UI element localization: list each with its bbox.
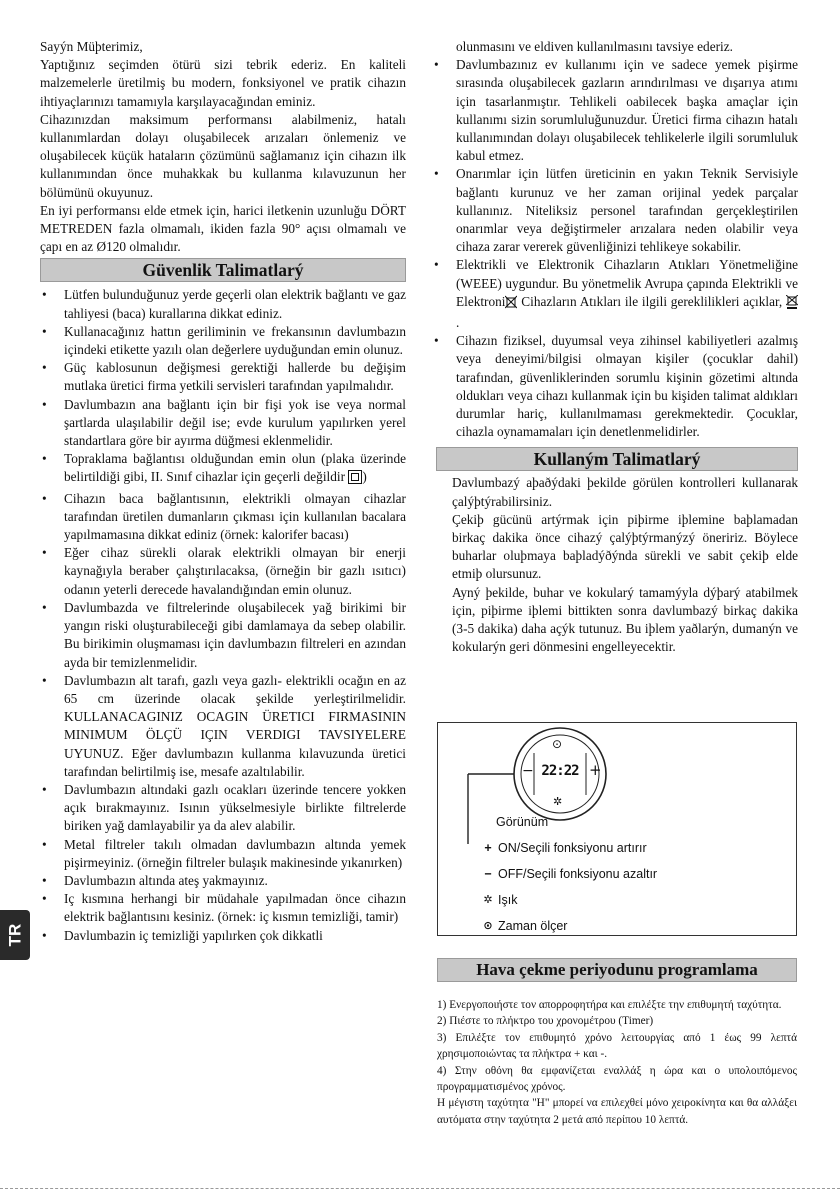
weee-text-2: Cihazların Atıkları ile ilgili gereklilikleri açıklar, xyxy=(517,293,783,309)
language-tab-label: TR xyxy=(4,923,24,947)
grounding-text: Topraklama bağlantısı olduğundan emin olun (plaka üzerinde belirtildiği gibi, II. Sınıf cihazlar için geçerli değildir xyxy=(64,451,406,485)
salutation: Sayýn Müþterimiz, xyxy=(40,39,143,54)
plus-icon: + xyxy=(484,841,492,855)
list-item xyxy=(40,450,406,489)
performance-paragraph: Cihazınızdan maksimum performansı alabilmeniz, hatalı kullanımlardan dolayı oluşabilecek arızaları önlemeniz ve oluşabilecek küçük hataların çözümünü sağlamanız için cihazın ilk kullanımından önce muhakkak bu kullanma kılavuzunun her bölümünü okuyunuz. xyxy=(40,111,406,200)
right-column xyxy=(432,38,798,657)
list-item: • Davlumbazın altında ateş yakmayınız. xyxy=(40,872,406,890)
legend-row-minus xyxy=(480,861,780,887)
safety-heading: Güvenlik Talimatlarý xyxy=(40,258,406,282)
greek-note: Η μέγιστη ταχύτητα "H" μπορεί να επιλεχθεί μόνο χειροκίνητα και θα αλλάξει αυτόματα στην ταχύτητα 2 μετά από περίπου 10 λεπτά. xyxy=(437,1097,797,1126)
programming-heading: Hava çekme periyodunu programlama xyxy=(437,958,797,982)
greek-step-4: 4) Στην οθόνη θα εμφανίζεται εναλλάξ η ώρα και ο υπολοιπόμενος προγραμματισμένος χρόνος. xyxy=(437,1064,797,1094)
legend-label: Zaman ölçer xyxy=(498,919,568,933)
list-item: • Cihazın fiziksel, duyumsal veya zihinsel kabiliyetleri azalmış veya deneyimi/bilgisi olmayan kişiler (çocuklar dahil) tarafından, güvenliklerinden sorumlu kişinin gözetimi altında oldukları veya cihazı kullanmak için bu kişiden talimat aldıkları durumlar hariç, kullanılmaması gerekmektedir. Çocuklar, cihazla oynamamaları için denetlenmelidirler. xyxy=(432,332,798,441)
minus-button[interactable]: − xyxy=(522,763,534,779)
list-item: • Eğer cihaz sürekli olarak elektrikli olmayan bir enerji kaynağıyla beraber çalıştırılacaksa, (örneğin bir gazlı ısıtıcı) odanın yeterli derecede havalandığından emin olunuz. xyxy=(40,544,406,599)
list-item: • Güç kablosunun değişmesi gerektiği hallerde bu değişim mutlaka üretici firma yetkili servisleri tarafından yapılmalıdır. xyxy=(40,359,406,395)
plus-button[interactable]: + xyxy=(589,761,602,779)
list-item: • Davlumbazın altındaki gazlı ocakları üzerinde tencere yokken açık bırakmayınız. Isının yükselmesiyle birlikte filtrelerde biriken yağ damlayabilir ya da alev alabilir. xyxy=(40,781,406,836)
legend-label: Işık xyxy=(498,893,518,907)
list-item: • Davlumbazda ve filtrelerinde oluşabilecek yağ birikimi bir yangın riski oluşturabileceği gibi damlamaya da sebep olabilir. Bu birikimin oluşmaması için davlumbazın filtreleri en azından ayda bir temizlenmelidir. xyxy=(40,599,406,672)
timer-icon: ⊙ xyxy=(552,737,563,751)
usage-paragraph-2: Çekiþ gücünü artýrmak için piþirme iþlemine baþlamadan birkaç dakika önce cihazý çalýþtýrmanýzý öneririz. Böylece buharlar oluþmaya baþladýðýnda sürekli ve sabit çekiþ elde etmiþ olursunuz. xyxy=(452,511,798,582)
crossed-bin-icon-small xyxy=(786,295,798,314)
left-column xyxy=(40,38,406,945)
crossed-bin-icon xyxy=(505,295,517,314)
usage-heading: Kullaným Talimatlarý xyxy=(436,447,798,471)
weee-text-3: . xyxy=(456,315,460,331)
legend-label: Görünüm xyxy=(496,815,549,829)
list-item: • Davlumbazın ana bağlantı için bir fişi yok ise veya normal şartlarda ulaşılabilir değil ise; evde kurulum yapılırken yerel standartlara göre bir ayırma düğmesi eklenmelidir. xyxy=(40,396,406,451)
list-item: • Davlumbazın alt tarafı, gazlı veya gazlı- elektrikli ocağın en az 65 cm üzerinde olacak şekilde yerleştirilmelidir. KULLANACAGINIZ OCAGIN ÜRETICI FIRMASININ MINIMUM ÖLÇÜ IÇIN VERDIGI TAVSIYELERE UYUNUZ. Eğer davlumbazın kullanma kılavuzunda üretici tarafından belirtilmiş ise, mesafe azaltılabilir. xyxy=(40,672,406,781)
weee-text: Elektrikli ve Elektronik Cihazların Atıkları Yönetmeliğine (WEEE) uygundur. Bu yönetmelik Avrupa çapında Elektrikli ve Elektroni xyxy=(456,257,798,309)
safety-list xyxy=(40,286,406,944)
usage-paragraph-3: Ayný þekilde, buhar ve kokularý tamamýyla dýþarý atabilmek için, piþirme iþlemi bittikten sonra davlumbazý birkaç dakika (3-5 dakika) daha açýk tutunuz. Bu iþlem yaðlarýn, dumanýn ve kokularýn geri dönmesini engelleyecektir. xyxy=(452,584,798,655)
list-item: • Davlumbazınız ev kullanımı için ve sadece yemek pişirme sırasında oluşabilecek gazların arındırılması ve dışarıya atımı için tasarlanmıştır. Tehlikeli oabilecek başka amaçlar için kullanımı sizin sorumluluğunuzdur. Üretici firma cihazın hatalı kullanımından dolayı oluşabilecek tehlikelerle ilgili sorumluluk kabul etmez. xyxy=(432,56,798,165)
list-item: • Kullanacağınız hattın geriliminin ve frekansının davlumbazın içindeki etikette yazılı olan değerlere uyduğundan emin olunuz. xyxy=(40,323,406,359)
continuation-text: olunmasını ve eldiven kullanılmasını tavsiye ederiz. xyxy=(456,39,733,54)
safety-list-continued xyxy=(432,56,798,441)
list-item: • Cihazın baca bağlantısının, elektrikli olmayan cihazlar tarafından üretilen dumanların çıkması için kullanılan bacalara yapılmamasına dikkat ediniz (örnek: kalorifer bacası) xyxy=(40,490,406,545)
greek-step-3: 3) Επιλέξτε τον επιθυμητό χρόνο λειτουργίας από 1 έως 99 λεπτά χρησιμοποιώντας τα πλήκτρα + και -. xyxy=(437,1031,797,1061)
light-icon: ✲ xyxy=(483,893,493,906)
greek-step-2: 2) Πιέστε το πλήκτρο του χρονομέτρου (Timer) xyxy=(437,1015,654,1028)
timer-icon: ⊙ xyxy=(483,919,493,932)
double-insulation-icon xyxy=(348,470,362,489)
list-item: • Davlumbazin iç temizliği yapılırken çok dikkatli xyxy=(40,927,406,945)
legend-row-display xyxy=(480,809,780,835)
page-bottom-rule xyxy=(0,1188,840,1189)
legend-row-timer xyxy=(480,913,780,939)
intro-paragraph: Yaptığınız seçimden ötürü sizi tebrik ederiz. En kaliteli malzemelerle üretilmiş bu modern, fonksiyonel ve pratik cihazın ihtiyaçlarınızı tamamıyla karşılayacağından eminiz. xyxy=(40,57,406,109)
legend-row-light xyxy=(480,887,780,913)
duct-paragraph: En iyi performansı elde etmek için, harici iletkenin uzunluğu DÖRT METREDEN fazla olmamalı, ikiden fazla 90° açısı olmamalı ve çapı en az Ø120 olmalıdır. xyxy=(40,202,406,255)
usage-paragraph-1: Davlumbazý aþaðýdaki þekilde görülen kontrolleri kullanarak çalýþtýrabilirsiniz. xyxy=(452,475,798,509)
display-digits: 22:22 xyxy=(541,763,579,779)
legend-row-plus xyxy=(480,835,780,861)
list-item: • Lütfen bulunduğunuz yerde geçerli olan elektrik bağlantı ve gaz tahliyesi (baca) kurallarına dikkat ediniz. xyxy=(40,286,406,322)
list-item: • Onarımlar için lütfen üreticinin en yakın Teknik Servisiyle bağlantı kurunuz ve her zaman orijinal yedek parçalar kullanınız. Niteliksiz personel tarafından gerçekleştirilen onarımlar veya değiştirmeler arızalara neden olabilir veya cihaza zarar vererek güvenliğinizi tehlikeye sokabilir. xyxy=(432,165,798,256)
control-panel-diagram xyxy=(437,722,797,936)
list-item: • Metal filtreler takılı olmadan davlumbazın altında yemek pişirmeyiniz. (örneğin filtreler bulaşık makinesinde yıkanırken) xyxy=(40,836,406,872)
legend-label: ON/Seçili fonksiyonu artırır xyxy=(498,841,647,855)
legend xyxy=(480,809,780,939)
list-item: • Iç kısmına herhangi bir müdahale yapılmadan önce cihazın elektrik bağlantısını kesiniz. (örnek: iç kısmın temizliği, tamir) xyxy=(40,890,406,926)
greek-step-1: 1) Ενεργοποιήστε τον απορροφητήρα και επιλέξτε την επιθυμητή ταχύτητα. xyxy=(437,999,782,1011)
minus-icon: − xyxy=(484,867,492,881)
list-item xyxy=(432,256,798,332)
language-tab xyxy=(0,910,30,960)
legend-label: OFF/Seçili fonksiyonu azaltır xyxy=(498,867,658,881)
light-icon: ✲ xyxy=(553,795,563,808)
grounding-close: ) xyxy=(362,469,367,485)
greek-instructions xyxy=(437,997,797,1128)
